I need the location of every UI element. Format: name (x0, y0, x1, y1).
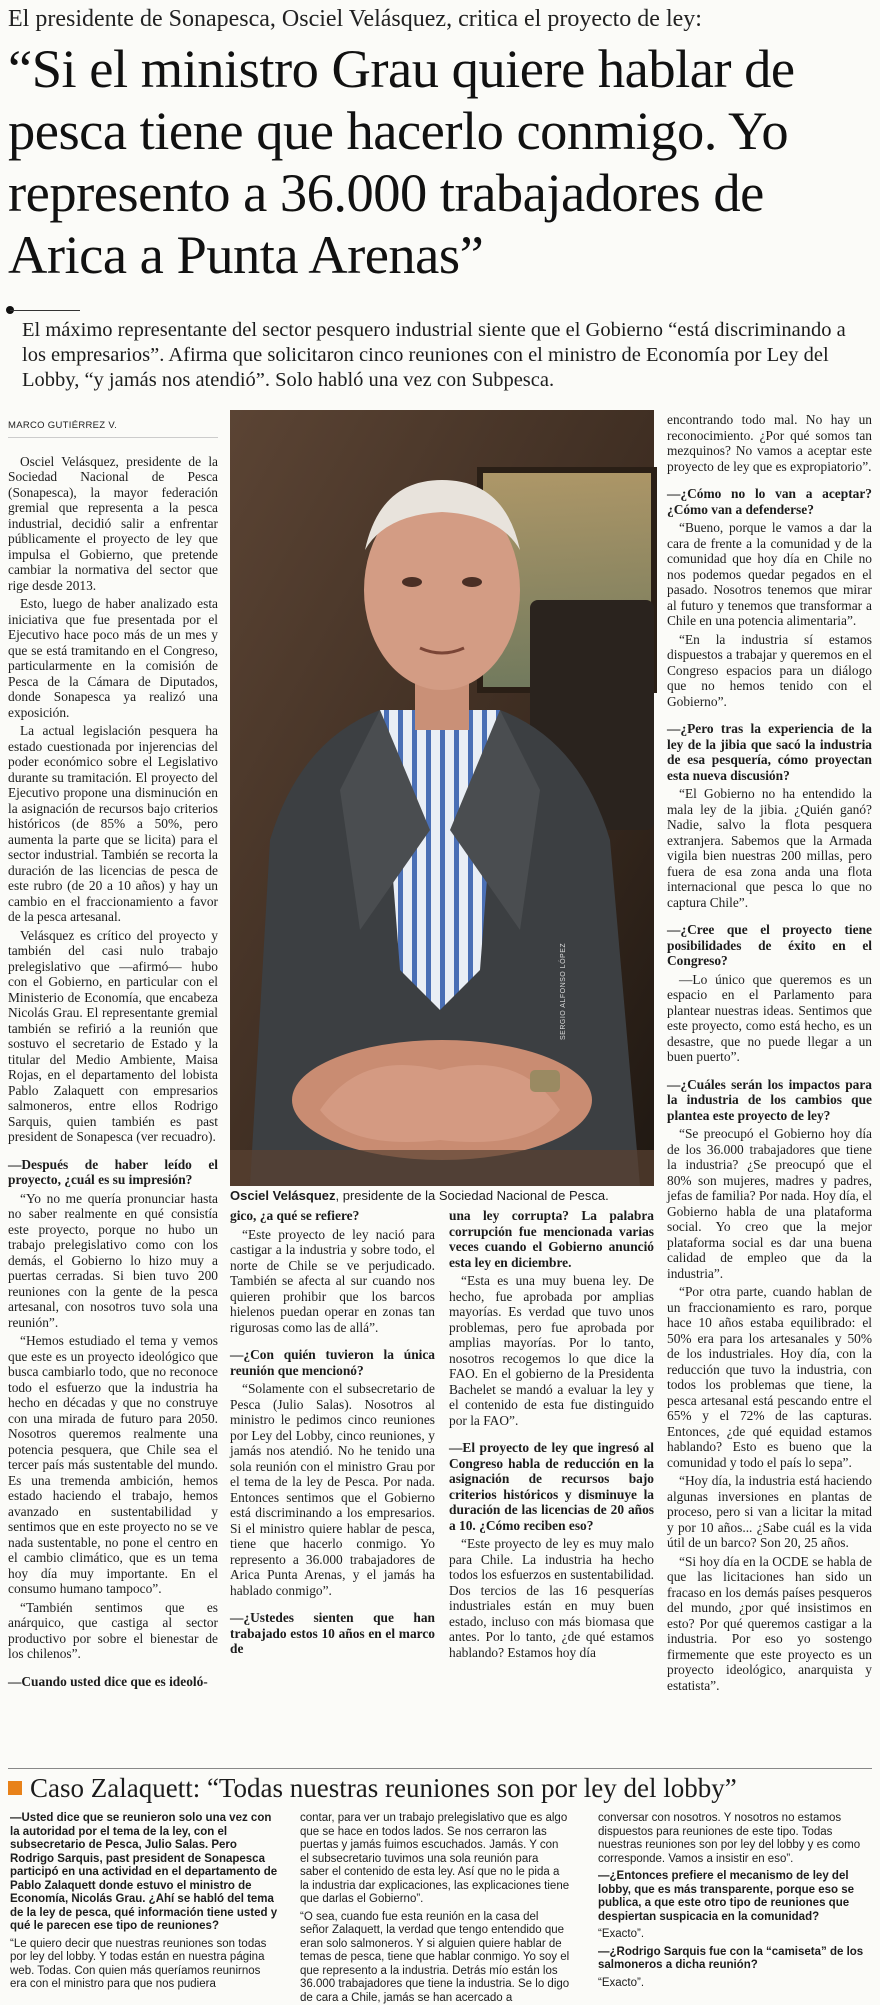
deck: El máximo representante del sector pesquero industrial siente que el Gobierno “está discriminando a los empresarios”. Afirma que solicitaron cinco reuniones con el ministro de Economía por Ley del Lobby, “y jamás nos atendió”. Solo habló una vez con Subpesca. (22, 318, 874, 393)
photo-caption (230, 1188, 654, 1203)
paragraph: “Si hoy día en la OCDE se habla de que las licitaciones han sido un fracaso en los demás países pesqueros del mundo, ¿por qué insistimos en esto? Por qué queremos castigar a la industria. Por eso yo sostengo firmemente que este proyecto es un proyecto ideológico, anarquista y estatista”. (667, 1554, 872, 1694)
interview-question: —¿Cree que el proyecto tiene posibilidades de éxito en el Congreso? (667, 922, 872, 969)
interview-question: —¿Con quién tuvieron la única reunión que mencionó? (230, 1347, 435, 1378)
box-column-1 (10, 1812, 280, 1912)
section-divider (8, 1768, 872, 1769)
paragraph: encontrando todo mal. No hay un reconocimiento. ¿Por qué somos tan mezquinos? No vamos a aceptar este proyecto de ley que es expropiatorio”. (667, 412, 872, 474)
interview-question: —¿Rodrigo Sarquis fue con la “camiseta” de los salmoneros a dicha reunión? (598, 1946, 868, 1973)
interview-question: —El proyecto de ley que ingresó al Congreso habla de reducción en la asignación de recursos bajo criterios históricos y disminuye la duración de las licencias de 20 años a 10. ¿Cómo reciben eso? (449, 1440, 654, 1533)
interview-question: —Cuando usted dice que es ideoló- (8, 1674, 218, 1690)
paragraph: “Este proyecto de ley es muy malo para Chile. La industria ha hecho todos los esfuerzos en sustentabilidad. Dos tercios de las 16 pesquerías industriales están en muy buen estado, incluso con más biomasa que antes. Por lo tanto, ¿de qué estamos hablando? Estamos hoy día (449, 1536, 654, 1660)
interview-question: —Usted dice que se reunieron solo una vez con la autoridad por el tema de la ley, con el subsecretario de Pesca, Julio Salas. Pero Rodrigo Sarquis, past president de Sonapesca participó en una actividad en el departamento de Pablo Zalaquett donde estuvo el ministro de Economía, Nicolás Grau. ¿Ahí se habló del tema de la ley de pesca, qué información tiene usted y qué le parecen ese tipo de reuniones? (10, 1812, 280, 1934)
paragraph: “Yo no me quería pronunciar hasta no saber realmente en qué consistía este proyecto, porque no hubo un trabajo prelegislativo como con los demás, el Gobierno lo hizo muy a puertas cerradas. Si bien tuvo 200 reuniones con la gente de la pesca artesanal, con nosotros tuvo sola una reunión”. (8, 1191, 218, 1331)
interview-question: —¿Cómo no lo van a aceptar? ¿Cómo van a defenderse? (667, 486, 872, 517)
portrait-photo (230, 410, 654, 1186)
paragraph: “Se preocupó el Gobierno hoy día de los 36.000 trabajadores que tiene la industria? ¿Se preocupó que el 80% son mujeres, madres y padres, jefas de familia? Por nada. Hoy día, el Gobierno habla de una plataforma social. Yo creo que la mejor plataforma social es dar una buena calidad de empleo que da la industria”. (667, 1126, 872, 1281)
paragraph: “Le quiero decir que nuestras reuniones son todas por ley del lobby. Y todas están en nuestra página web. Todas. Con quien más queríamos reunirnos era con el ministro para que nos pudiera (10, 1938, 280, 1992)
interview-question: —¿Cuáles serán los impactos para la industria de los cambios que plantea este proyecto de ley? (667, 1077, 872, 1124)
article-column-4 (667, 412, 872, 1766)
paragraph: contar, para ver un trabajo prelegislativo que es algo que se hace en todos lados. Se nos cerraron las puertas y jamás fuimos escuchados. Jamás. Y con el subsecretario tuvimos una sola reunión para saber el contenido de esta ley. Así que no le pida a la industria dar explicaciones, las explicaciones tiene que darlas el Gobierno”. (300, 1812, 570, 1907)
headline: “Si el ministro Grau quiere hablar de pesca tiene que hacerlo conmigo. Yo represento a 36.000 trabajadores de Arica a Punta Arenas” (8, 38, 874, 286)
paragraph: “O sea, cuando fue esta reunión en la casa del señor Zalaquett, la verdad que tengo entendido que eran solo salmoneros. Y si alguien quiere hablar de temas de pesca, tiene que hablar conmigo. Yo soy el que represento a la industria. Detrás mío están los 36.000 trabajadores que tiene la industria. Se lo digo de cara a Chile, jamás se han acercado a (300, 1911, 570, 2005)
box-column-2 (300, 1812, 570, 1912)
paragraph: “Solamente con el subsecretario de Pesca (Julio Salas). Nosotros al ministro le pedimos cinco reuniones por Ley del Lobby, cinco reuniones, y jamás nos atendió. No he tenido una sola reunión con el ministro Grau por el tema de la ley de Pesca. Por nada. Entonces sentimos que el Gobierno está discriminando a los empresarios. Si el ministro quiere hablar de pesca, tiene que hacerlo conmigo. Yo represento a 36.000 trabajadores de Arica Punta Arenas, y el jamás ha hablado conmigo”. (230, 1381, 435, 1598)
box-title (8, 1772, 737, 1804)
caption-text: , presidente de la Sociedad Nacional de Pesca. (336, 1188, 609, 1203)
paragraph: Osciel Velásquez, presidente de la Sociedad Nacional de Pesca (Sonapesca), la mayor federación gremial que representa a la pesca industrial, decidió salir a enfrentar públicamente el proyecto de ley que impulsa el Gobierno, que pretende cambiar la normativa del sector que rige desde 2013. (8, 454, 218, 594)
divider (10, 310, 80, 311)
paragraph: “El Gobierno no ha entendido la mala ley de la jibia. ¿Quién ganó? Nadie, salvo la flota pesquera extranjera. Sabemos que la Armada vigila bien nuestras 200 millas, pero fuera de esa zona anda una flota internacional que pesca lo que no captura Chile”. (667, 786, 872, 910)
portrait-illustration (230, 410, 654, 1186)
photo-credit: SERGIO ALFONSO LÓPEZ (560, 943, 567, 1040)
box-column-3 (598, 1812, 868, 1912)
paragraph: “También sentimos que es anárquico, que castiga al sector productivo por sobre el bienestar de los chilenos”. (8, 1600, 218, 1662)
paragraph: “Hoy día, la industria está haciendo algunas inversiones en plantas de proceso, pero si van a licitar la mitad y por 10 años... ¿Sabe cuál es la vida útil de un barco? Son 20, 25 años. (667, 1473, 872, 1551)
paragraph: “Por otra parte, cuando hablan de un fraccionamiento es raro, porque hace 10 años estaba equilibrado: el 50% era para los artesanales y 50% de los industriales. Hoy día, con la reducción que tuvo la industria, con todos los problemas que tiene, la pesca artesanal está pescando entre el 65% y el 72% de las capturas. Entonces, ¿de qué equidad estamos hablando? Esto es bueno que la comunidad y todo el país lo sepa”. (667, 1284, 872, 1470)
paragraph: “Exacto”. (598, 1977, 868, 1991)
orange-square-icon (8, 1781, 22, 1795)
caption-name: Osciel Velásquez (230, 1188, 336, 1203)
article-column-2 (230, 1208, 435, 1766)
paragraph: La actual legislación pesquera ha estado cuestionada por injerencias del poder económico sobre el Legislativo durante su tramitación. El proyecto del Ejecutivo propone una disminución en la asignación de recursos bajo criterios históricos (de 85% a 50%, pero aumenta la parte que se licita) para el sector industrial. También se recorta la duración de las licencias de pesca de este rubro (de 20 a 10 años) y hay un cambio en el fraccionamiento a favor de la pesca artesanal. (8, 723, 218, 925)
paragraph: “Este proyecto de ley nació para castigar a la industria y sobre todo, el norte de Chile se ve perjudicado. También se afecta al sur cuando nos quieren prohibir que los barcos hielenos puedan operar en zonas tan rigurosas como las de allá”. (230, 1227, 435, 1336)
kicker: El presidente de Sonapesca, Osciel Velásquez, critica el proyecto de ley: (8, 6, 702, 33)
paragraph: “Hemos estudiado el tema y vemos que este es un proyecto ideológico que busca cambiarlo todo, que no reconoce todo el esfuerzo que la industria ha hecho en décadas y que no construye con una mirada de futuro para 2050. Nosotros queremos realmente una potencia pesquera, que Chile sea el tercer país más sustentable del mundo. Es una tremenda ambición, hemos estado haciendo el trabajo, hemos avanzado en sustentabilidad y sentimos que en este proyecto no se ve nada sustentable, no pone el centro en el cambio climático, que es un tema hoy día muy importante. En el consumo humano tampoco”. (8, 1333, 218, 1597)
paragraph: —Lo único que queremos es un espacio en el Parlamento para plantear nuestras ideas. Sentimos que este proyecto, como está hecho, es un desastre, que no puede llegar a un buen puerto”. (667, 972, 872, 1065)
interview-question: gico, ¿a qué se refiere? (230, 1208, 435, 1224)
box-title-text: Caso Zalaquett: “Todas nuestras reuniones son por ley del lobby” (30, 1773, 737, 1803)
article-column-3 (449, 1208, 654, 1766)
byline: MARCO GUTIÉRREZ V. (8, 418, 218, 438)
paragraph: Esto, luego de haber analizado esta iniciativa que fue presentada por el Ejecutivo hace poco más de un mes y que se está tramitando en el Congreso, particularmente en la comisión de Pesca de la Cámara de Diputados, donde Sonapesca ya realizó una exposición. (8, 596, 218, 720)
interview-question: —Después de haber leído el proyecto, ¿cuál es su impresión? (8, 1157, 218, 1188)
interview-question: —¿Pero tras la experiencia de la ley de la jibia que sacó la industria de esa pesquería, cómo proyectan esta nueva discusión? (667, 721, 872, 783)
interview-question: —¿Ustedes sienten que han trabajado estos 10 años en el marco de (230, 1610, 435, 1657)
paragraph: Velásquez es crítico del proyecto y también del casi nulo trabajo prelegislativo que —afirmó— hubo con el Gobierno, en particular con el Ministerio de Economía, que encabeza Nicolás Grau. El representante gremial también se refirió a la reunión que sostuvo el secretario de Estado y la titular del Medio Ambiente, Maisa Rojas, en el departamento del lobista Pablo Zalaquett con empresarios salmoneros, entre ellos Rodrigo Sarquis, quien también es past president de Sonapesca (ver recuadro). (8, 928, 218, 1145)
interview-question: una ley corrupta? La palabra corrupción fue mencionada varias veces cuando el Gobierno anunció esta ley en diciembre. (449, 1208, 654, 1270)
paragraph: “Bueno, porque le vamos a dar la cara de frente a la comunidad y de la comunidad que hoy día en Chile no nos podemos quedar pegados en el pasado. Nosotros tenemos que mirar al futuro y tenemos que transformar a Chile en una potencia alimentaria”. (667, 520, 872, 629)
paragraph: “Esta es una muy buena ley. De hecho, fue aprobada por amplias mayorías. Es verdad que tuvo unos problemas, pero fue aprobada por amplias mayorías. Por lo tanto, nosotros recogemos lo que dice la FAO. En el gobierno de la Presidenta Bachelet se mandó a evaluar la ley y el contenido de esta fue distinguido por la FAO”. (449, 1273, 654, 1428)
interview-question: —¿Entonces prefiere el mecanismo de ley del lobby, que es más transparente, porque eso se publica, a que este otro tipo de reuniones que despiertan suspicacia en la comunidad? (598, 1870, 868, 1924)
paragraph: “Exacto”. (598, 1928, 868, 1942)
paragraph: conversar con nosotros. Y nosotros no estamos dispuestos para reuniones de este tipo. Todas nuestras reuniones son por ley del lobby y es como corresponde. Vamos a insistir en eso”. (598, 1812, 868, 1866)
paragraph: “En la industria sí estamos dispuestos a trabajar y queremos en el Congreso espacios para un diálogo que no hemos tenido con el Gobierno”. (667, 632, 872, 710)
article-column-1 (8, 418, 218, 1766)
